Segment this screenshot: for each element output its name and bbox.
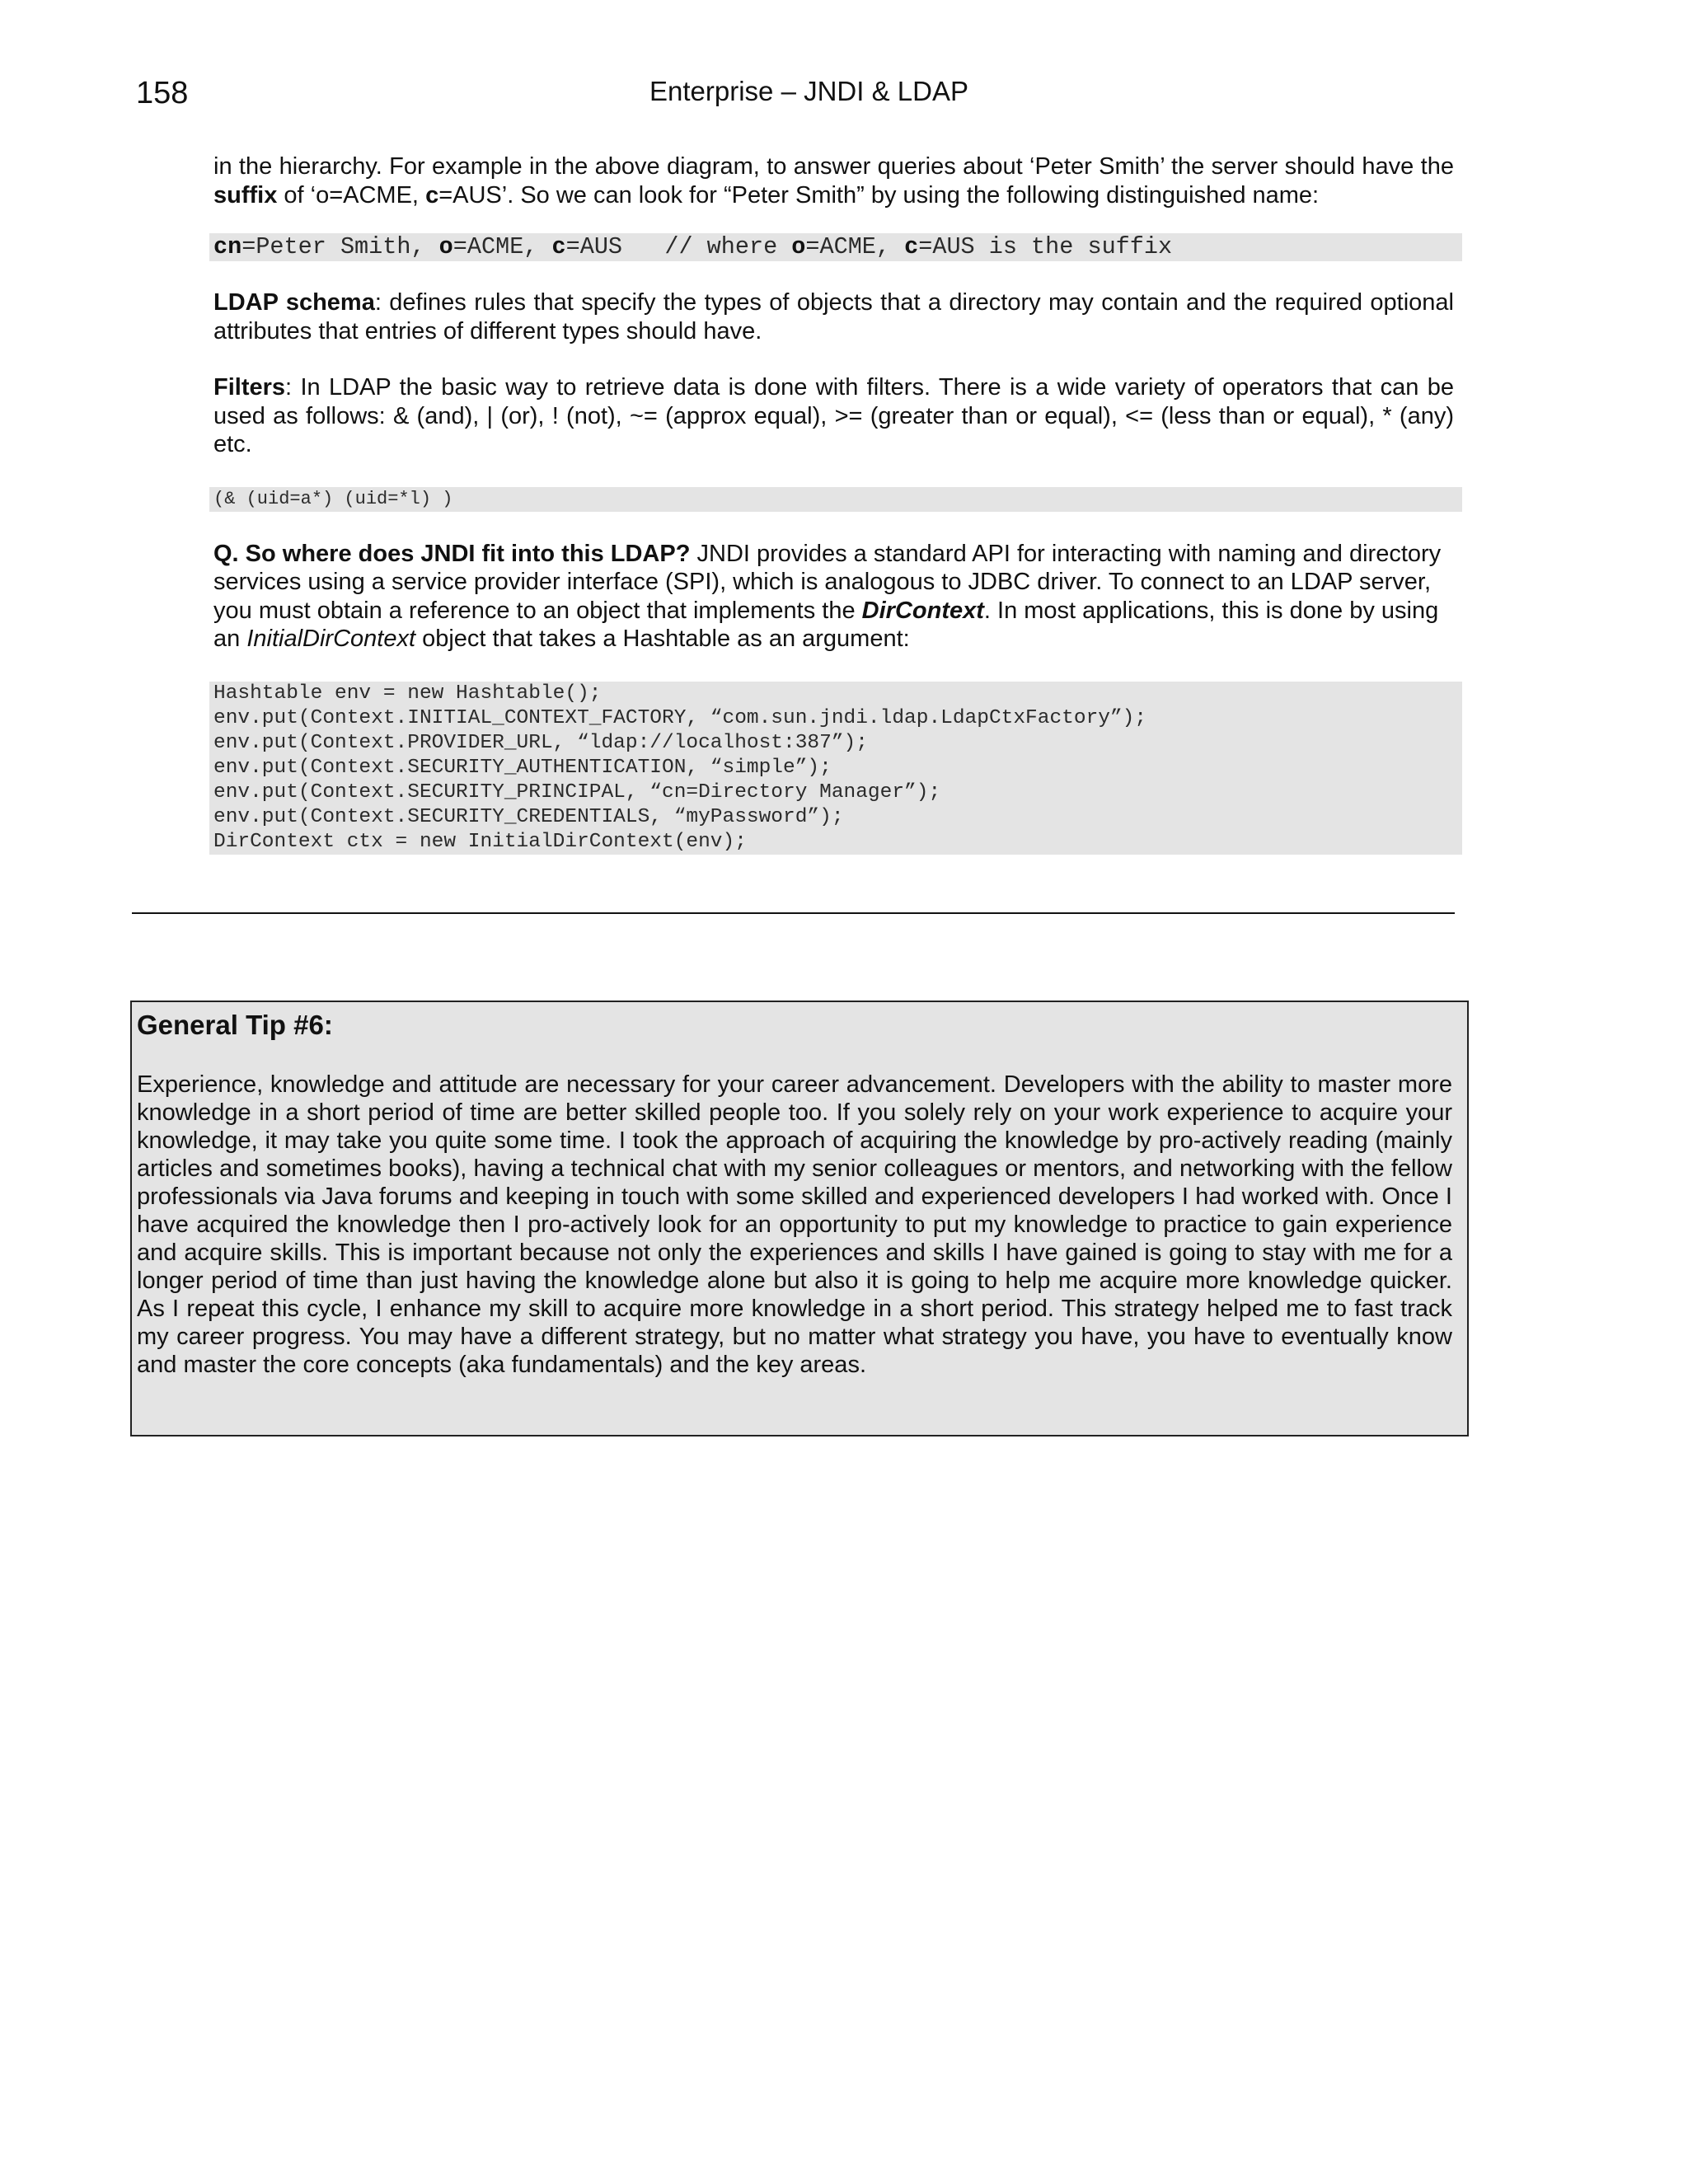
code-line: env.put(Context.PROVIDER_URL, “ldap://localhost:387”); — [213, 731, 868, 754]
question-paragraph — [213, 540, 1454, 654]
question-text2: . In most applications, this is done by using an — [213, 597, 1439, 652]
dn-c-rest: =AUS // where — [565, 233, 792, 260]
dn-c2-rest: =AUS is the suffix — [918, 233, 1173, 260]
filter-example-code: (& (uid=a*) (uid=*l) ) — [209, 487, 1462, 512]
running-header: Enterprise – JNDI & LDAP — [649, 76, 968, 106]
code-line: DirContext ctx = new InitialDirContext(env); — [213, 830, 747, 853]
intro-mid2: =AUS’. So we can look for “Peter Smith” by using the following distinguished name: — [438, 181, 1320, 209]
c-bold: c — [425, 181, 439, 209]
initialdircontext-term: InitialDirContext — [246, 626, 416, 652]
dn-example-code — [209, 233, 1462, 261]
dn-cn-rest: =Peter Smith, — [241, 233, 439, 260]
code-line: env.put(Context.INITIAL_CONTEXT_FACTORY, “com.sun.jndi.ldap.LdapCtxFactory”); — [213, 706, 1147, 729]
dn-c2-key: c — [904, 233, 919, 260]
suffix-term: suffix — [213, 181, 278, 209]
tip-body: Experience, knowledge and attitude are necessary for your career advancement. Developers with the ability to master more knowledge in a short period of time are better skilled people too. If you solely rely on your work experience to acquire your knowledge, it may take you quite some time. I took the approach of acquiring the knowledge by pro-actively reading (mainly articles and sometimes books), having a technical chat with my senior colleagues or mentors, and networking with the fellow professionals via Java forums and keeping in touch with some skilled and experienced developers I had worked with. Once I have acquired the knowledge then I pro-actively look for an opportunity to put my knowledge to practice to gain experience and acquire skills. This is important because not only the experiences and skills I have gained is going to stay with me for a longer period of time than just having the knowledge alone but also it is going to help me acquire more knowledge quicker. As I repeat this cycle, I enhance my skill to acquire more knowledge in a short period. This strategy helped me to fast track my career progress. You may have a different strategy, but no matter what strategy you have, you have to eventually know and master the core concepts (aka fundamentals) and the key areas. — [137, 1071, 1452, 1378]
intro-line: in the hierarchy. For example in the above diagram, to answer queries about ‘Peter Smith’ the server should have the — [213, 153, 1454, 180]
filters-term: Filters — [213, 374, 286, 401]
dn-o-rest: =ACME, — [452, 233, 552, 260]
code-line: env.put(Context.SECURITY_AUTHENTICATION, “simple”); — [213, 756, 832, 779]
dn-cn-key: cn — [213, 233, 242, 260]
main-content — [213, 152, 1454, 855]
section-divider — [132, 912, 1455, 914]
code-line: env.put(Context.SECURITY_CREDENTIALS, “myPassword”); — [213, 805, 844, 828]
schema-term: LDAP schema — [213, 289, 375, 316]
dn-o-key: o — [438, 233, 453, 260]
intro-mid1: of ‘o=ACME, — [277, 181, 426, 209]
dn-o2-key: o — [791, 233, 806, 260]
question-text1: JNDI provides a standard API for interacting with naming and directory services using a service provider interface (SPI), which is analogous to JDBC driver. To connect to an LDAP server, you must obtain a reference to an object that implements the — [213, 540, 1442, 624]
tip-title: General Tip #6: — [137, 1010, 333, 1040]
jndi-code-block — [209, 682, 1462, 855]
dn-c-key: c — [551, 233, 566, 260]
filters-text: : In LDAP the basic way to retrieve data is done with filters. There is a wide variety of operators that can be used as follows: & (and), | (or), ! (not), ~= (approx equal), >= (greater than or equal), <= (less than or equal), * (any) etc. — [213, 374, 1454, 457]
question-text3: object that takes a Hashtable as an argument: — [415, 626, 910, 652]
intro-paragraph — [213, 152, 1454, 209]
question-heading: Q. So where does JNDI fit into this LDAP? — [213, 540, 691, 567]
schema-text: : defines rules that specify the types of objects that a directory may contain and the required optional attributes that entries of different types should have. — [213, 289, 1454, 344]
general-tip-box — [130, 1001, 1469, 1436]
code-line: Hashtable env = new Hashtable(); — [213, 682, 602, 705]
dircontext-term: DirContext — [861, 597, 984, 624]
dn-o2-rest: =ACME, — [805, 233, 905, 260]
filters-paragraph — [213, 373, 1454, 459]
schema-paragraph — [213, 288, 1454, 345]
page-number: 158 — [136, 76, 189, 110]
code-line: env.put(Context.SECURITY_PRINCIPAL, “cn=Directory Manager”); — [213, 780, 941, 804]
